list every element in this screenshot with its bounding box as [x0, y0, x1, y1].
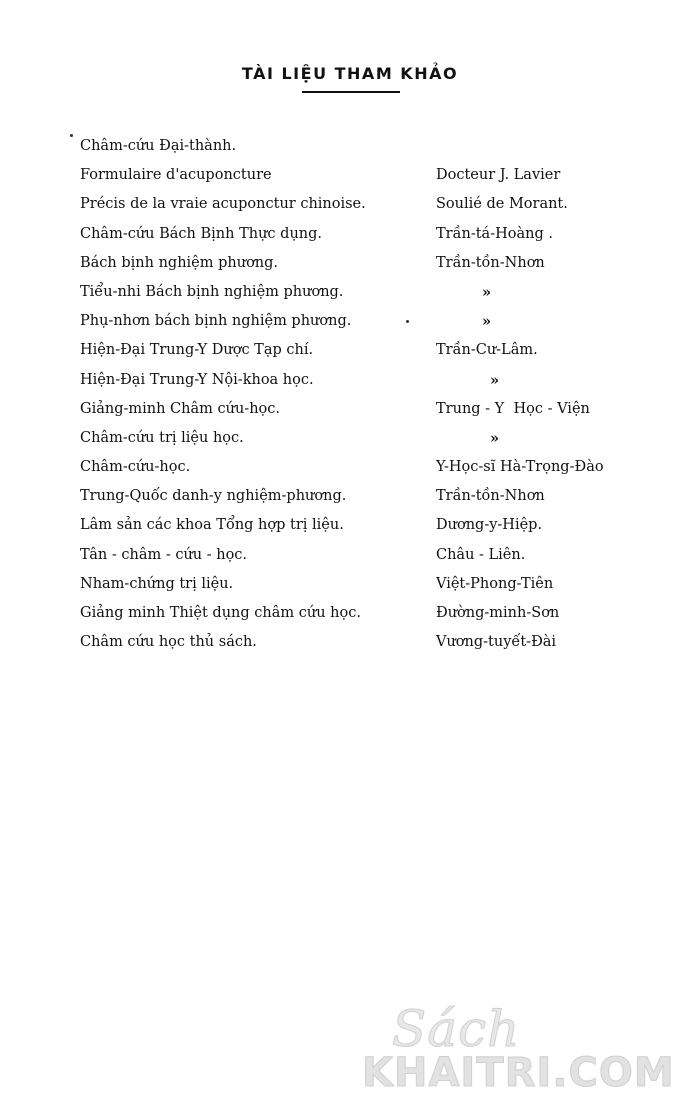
- reference-row: [0, 366, 700, 395]
- reference-row: [0, 424, 700, 453]
- reference-title: Hiện-Đại Trung-Y Dược Tạp chí.: [80, 342, 314, 359]
- reference-title: Nham-chứng trị liệu.: [80, 575, 234, 592]
- watermark-script-text: Sách: [392, 1000, 521, 1058]
- reference-author-ditto: »: [490, 429, 500, 447]
- reference-row: [0, 220, 700, 249]
- reference-title: Giảng-minh Châm cứu-học.: [80, 400, 280, 417]
- reference-row: [0, 570, 700, 599]
- watermark-logo: [362, 1000, 682, 1110]
- reference-row: [0, 395, 700, 424]
- reference-title: Tiểu-nhi Bách bịnh nghiệm phương.: [80, 283, 344, 300]
- reference-title: Châm-cứu Đại-thành.: [80, 138, 237, 154]
- reference-author: Soulié de Morant.: [436, 196, 568, 213]
- reference-author: Trần-tồn-Nhơn: [436, 254, 545, 271]
- reference-title: Châm-cứu Bách Bịnh Thực dụng.: [80, 225, 323, 242]
- reference-author: Trần-Cư-Lâm.: [436, 342, 538, 359]
- reference-title: Bách bịnh nghiệm phương.: [80, 254, 279, 271]
- watermark-brand-text: KHAITRI.COM: [362, 1050, 675, 1096]
- title-underline: [302, 91, 400, 93]
- reference-author: Châu - Liên.: [436, 546, 526, 563]
- reference-title: Châm cứu học thủ sách.: [80, 634, 257, 651]
- reference-author: Docteur J. Lavier: [436, 167, 561, 184]
- reference-row: [0, 453, 700, 482]
- reference-row: [0, 511, 700, 540]
- reference-author: Trung - Y Học - Viện: [436, 400, 590, 417]
- reference-title: Précis de la vraie acuponctur chinoise.: [80, 196, 366, 213]
- reference-title: Lâm sản các khoa Tổng hợp trị liệu.: [80, 517, 344, 534]
- reference-author: Y-Học-sĩ Hà-Trọng-Đào: [436, 459, 604, 476]
- reference-title: Giảng minh Thiệt dụng châm cứu học.: [80, 605, 361, 621]
- page-title: TÀI LIỆU THAM KHẢO: [241, 64, 459, 83]
- reference-row: [0, 161, 700, 190]
- reference-author: Việt-Phong-Tiên: [436, 575, 554, 592]
- reference-author: Vương-tuyết-Đài: [436, 634, 557, 651]
- reference-title: Phụ-nhơn bách bịnh nghiệm phương.: [80, 313, 352, 330]
- reference-row: [0, 307, 700, 336]
- reference-row: [0, 541, 700, 570]
- reference-row: [0, 278, 700, 307]
- reference-title: Hiện-Đại Trung-Y Nội-khoa học.: [80, 371, 314, 388]
- reference-title: Châm-cứu-học.: [80, 459, 191, 476]
- reference-title: Trung-Quốc danh-y nghiệm-phương.: [80, 488, 347, 505]
- reference-title: Tân - châm - cứu - học.: [80, 546, 248, 563]
- reference-row: [0, 628, 700, 657]
- reference-title: Formulaire d'acuponcture: [80, 167, 272, 184]
- reference-row: [0, 336, 700, 365]
- reference-author: Dương-y-Hiệp.: [436, 517, 543, 534]
- reference-author: Trần-tá-Hoàng .: [436, 225, 553, 242]
- reference-row: [0, 249, 700, 278]
- reference-row: [0, 132, 700, 161]
- reference-author: Đường-minh-Sơn: [436, 605, 560, 621]
- reference-row: [0, 190, 700, 219]
- reference-author-ditto: »: [482, 313, 492, 331]
- reference-row: [0, 599, 700, 628]
- reference-title: Châm-cứu trị liệu học.: [80, 429, 244, 446]
- reference-author-ditto: »: [482, 283, 492, 301]
- reference-author: Trần-tồn-Nhơn: [436, 488, 545, 505]
- reference-row: [0, 482, 700, 511]
- reference-list: [0, 132, 700, 657]
- reference-author-ditto: »: [490, 371, 500, 389]
